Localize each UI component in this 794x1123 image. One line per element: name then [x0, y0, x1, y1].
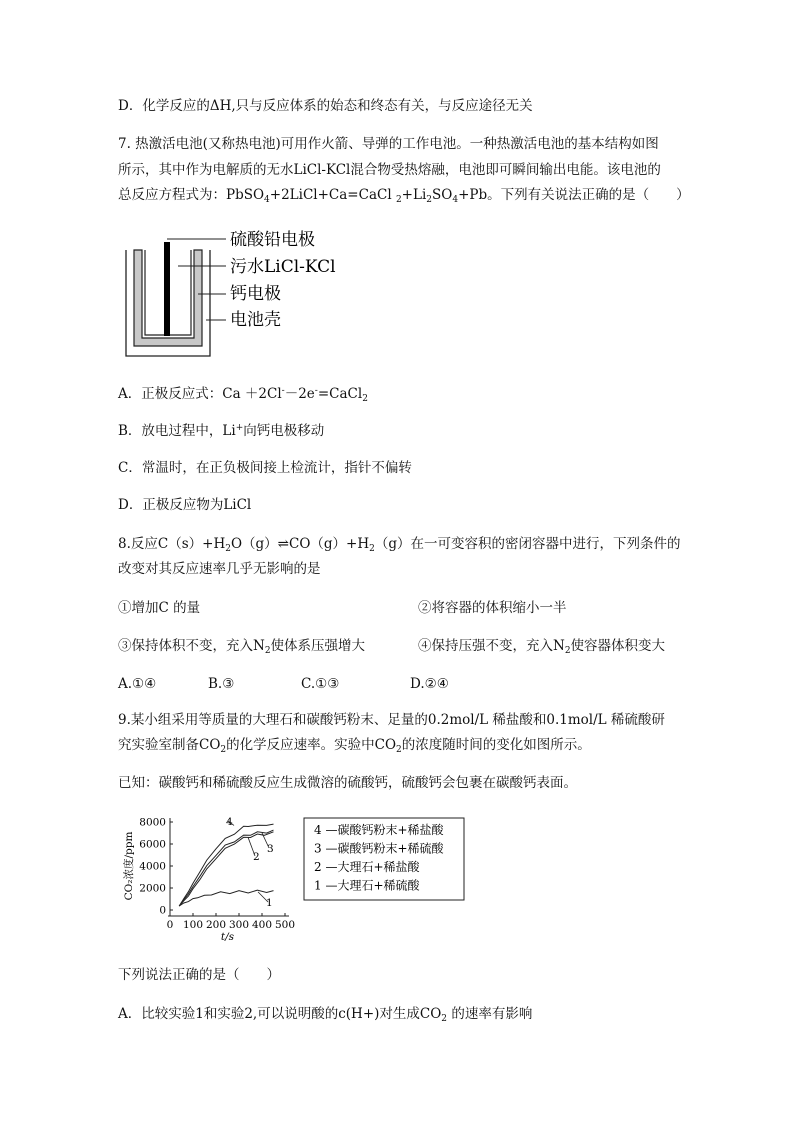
chart-legend [304, 818, 464, 900]
curve-label-4: 4 [226, 816, 233, 828]
legend-entry-2: 2 —大理石+稀盐酸 [314, 860, 420, 874]
y-tick-label: 2000 [139, 882, 166, 895]
q9-stem-line-2: 究实验室制备$CO_2$的化学反应速率。实验中$CO_2$的浓度随时间的变化如图所示。 [118, 737, 591, 755]
q7-option-a: A．正极反应式：Ca ＋2Cl-－2e-=CaCl$_2$ [118, 386, 368, 404]
q9-option-a: A．比较实验1和实验2,可以说明酸的c(H+)对生成$CO_2$ 的速率有影响 [118, 1006, 533, 1024]
label-lead-sulfate-electrode: 硫酸铅电极 [230, 230, 315, 250]
x-tick-label: 200 [205, 919, 227, 931]
label-battery-shell: 电池壳 [230, 310, 281, 330]
q8-condition-4: ④保持压强不变，充入$N_2$使容器体积变大 [418, 638, 666, 656]
legend-entry-1: 1 —大理石+稀硫酸 [314, 878, 420, 893]
legend-entry-4: 4 —碳酸钙粉末+稀盐酸 [314, 823, 444, 837]
y-tick-label: 0 [159, 904, 166, 917]
series-line-3 [179, 830, 273, 906]
q8-condition-2: ②将容器的体积缩小一半 [418, 600, 567, 616]
q7-option-b: B．放电过程中，Li+向钙电极移动 [118, 423, 325, 439]
chart-series [179, 816, 273, 909]
lead-sulfate-electrode [164, 242, 170, 336]
label-electrolyte: 污水LiCl-KCl [230, 257, 336, 277]
y-tick-label: 6000 [139, 838, 166, 851]
x-tick-label: 0 [166, 919, 174, 931]
q8-condition-1: ①增加C 的量 [118, 600, 201, 616]
q8-stem-line-2: 改变对其反应速率几乎无影响的是 [118, 561, 321, 577]
y-tick-label: 4000 [139, 860, 166, 873]
q8-option-d: D.②④ [410, 676, 449, 692]
q7-stem-line-2: 所示，其中作为电解质的无水LiCl-KCl混合物受热熔融，电池即可瞬间输出电能。该电池的 [118, 162, 661, 178]
x-tick-label: 300 [228, 919, 250, 931]
x-tick-label: 500 [274, 919, 296, 931]
y-axis-label: CO₂浓度/ppm [123, 831, 135, 901]
q7-option-d: D．正极反应物为LiCl [118, 497, 252, 513]
battery-diagram [118, 222, 358, 362]
series-line-1 [179, 890, 273, 906]
q8-condition-3: ③保持体积不变，充入$N_2$使体系压强增大 [118, 638, 366, 656]
x-tick-label: 100 [182, 919, 204, 931]
y-tick-label: 8000 [139, 816, 166, 829]
chart-axes [122, 817, 295, 944]
q7-stem-line-1: 7. 热激活电池(又称热电池)可用作火箭、导弹的工作电池。一种热激活电池的基本结构如图 [118, 136, 659, 152]
q7-stem-line-3: 总反应方程式为：PbSO$_4$+2LiCl+Ca=CaCl $_2+Li_2SO_4+Pb$。下列有关说法正确的是（ ） [118, 187, 690, 205]
co2-concentration-chart [118, 810, 488, 950]
series-line-2 [179, 832, 273, 906]
curve-label-1: 1 [266, 897, 273, 909]
q8-option-c: C.①③ [301, 676, 340, 692]
curve-label-2: 2 [253, 851, 260, 863]
x-tick-label: 400 [251, 919, 273, 931]
q9-known: 已知：碳酸钙和稀硫酸反应生成微溶的硫酸钙，硫酸钙会包裹在碳酸钙表面。 [118, 775, 577, 791]
legend-entry-3: 3 —碳酸钙粉末+稀硫酸 [314, 841, 444, 856]
q9-stem-line-1: 9.某小组采用等质量的大理石和碳酸钙粉末、足量的0.2mol/L 稀盐酸和0.1mol/L 稀硫酸研 [118, 712, 665, 728]
label-calcium-electrode: 钙电极 [230, 284, 281, 304]
q7-option-c: C．常温时，在正负极间接上检流计，指针不偏转 [118, 460, 412, 476]
q8-option-b: B.③ [208, 676, 235, 692]
q8-option-a: A.①④ [118, 676, 157, 692]
q9-question: 下列说法正确的是（ ） [118, 967, 280, 983]
curve-label-3: 3 [267, 843, 274, 855]
q6-option-d: D．化学反应的ΔH,只与反应体系的始态和终态有关，与反应途径无关 [118, 98, 533, 114]
q8-stem-line-1: 8.反应$C(s)+H_2O(g)\rightleftharpoons CO(g)+H_2(g)$在一可变容积的密闭容器中进行，下列条件的 [118, 536, 681, 554]
x-axis-label: t/s [220, 931, 235, 943]
